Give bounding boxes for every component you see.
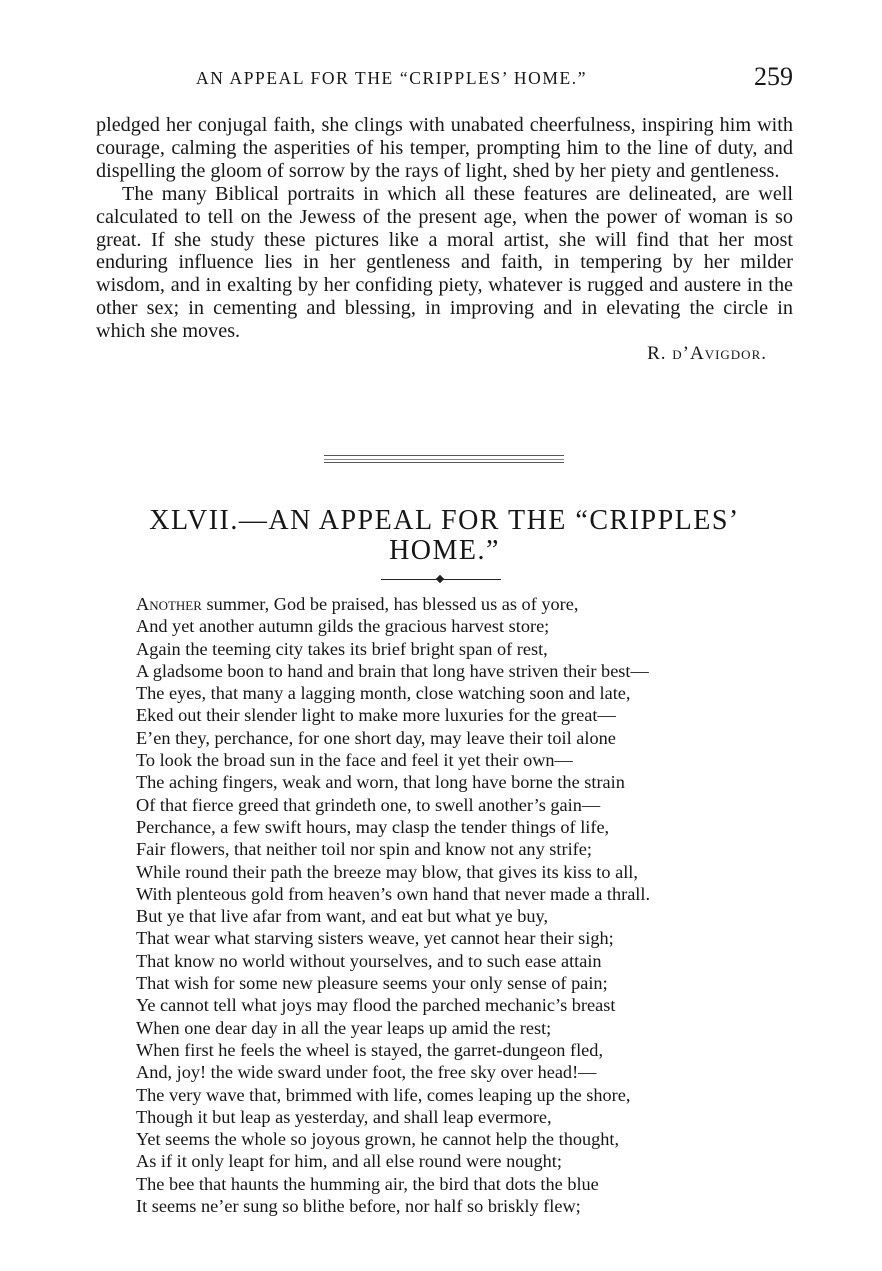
paragraph: pledged her conjugal faith, she clings with unabated cheerfulness, inspiring him with courage, calming the asperities of his temper, prompting him to the line of duty, and dispelling the gloom of sorrow by the rays of light, shed by her piety and gentleness. <box>96 114 793 182</box>
ornament-divider <box>381 575 501 585</box>
poem-line: The eyes, that many a lagging month, close watching soon and late, <box>136 683 631 704</box>
poem-line: That know no world without yourselves, and to such ease attain <box>136 950 602 971</box>
running-title: AN APPEAL FOR THE “CRIPPLES’ HOME.” <box>196 68 588 88</box>
paragraph: The many Biblical portraits in which all these features are delineated, are well calculated to tell on the Jewess of the present age, when the power of woman is so great. If she study these pictures like a moral artist, she will find that her most enduring influence lies in her gentleness and faith, in tempering by her milder wisdom, and in exalting by her confiding piety, whatever is rugged and austere in the other sex; in cementing and blessing, in improving and in elevating the circle in which she moves. <box>96 182 793 343</box>
section-divider <box>324 455 564 456</box>
poem-line: E’en they, perchance, for one short day, may leave their toil alone <box>136 727 616 748</box>
diamond-icon <box>436 575 444 583</box>
poem-line: And, joy! the wide sward under foot, the free sky over head!— <box>136 1062 597 1083</box>
poem-line: Of that fierce greed that grindeth one, to swell another’s gain— <box>136 794 601 815</box>
poem-first-line-rest: summer, God be praised, has blessed us as of yore, <box>201 594 579 614</box>
poem-line: The bee that haunts the humming air, the bird that dots the blue <box>136 1173 599 1194</box>
poem-line: Though it but leap as yesterday, and shall leap evermore, <box>136 1106 552 1127</box>
poem-line: Yet seems the whole so joyous grown, he cannot help the thought, <box>136 1129 620 1150</box>
poem-line <box>136 593 796 615</box>
running-head <box>96 62 793 94</box>
page-number: 259 <box>754 62 793 91</box>
poem-line: As if it only leapt for him, and all else round were nought; <box>136 1151 562 1172</box>
poem-line: With plenteous gold from heaven’s own hand that never made a thrall. <box>136 883 651 904</box>
poem-line: Perchance, a few swift hours, may clasp the tender things of life, <box>136 816 610 837</box>
section-divider <box>324 459 564 460</box>
poem-line: To look the broad sun in the face and feel it yet their own— <box>136 750 573 771</box>
poem-line: The aching fingers, weak and worn, that long have borne the strain <box>136 772 625 793</box>
poem-line: Eked out their slender light to make more luxuries for the great— <box>136 705 616 726</box>
poem-line: Ye cannot tell what joys may flood the parched mechanic’s breast <box>136 995 616 1016</box>
poem-first-word: Another <box>136 594 202 614</box>
poem-line: When first he feels the wheel is stayed, the garret-dungeon fled, <box>136 1039 604 1060</box>
poem-line: And yet another autumn gilds the gracious harvest store; <box>136 616 550 637</box>
poem-line: When one dear day in all the year leaps up amid the rest; <box>136 1017 552 1038</box>
poem-line: A gladsome boon to hand and brain that long have striven their best— <box>136 660 649 681</box>
chapter-heading-line: HOME.” <box>389 535 500 566</box>
chapter-heading <box>96 506 793 566</box>
author-signature: R. d’Avigdor. <box>647 343 767 365</box>
section-divider <box>324 462 564 463</box>
poem-line: But ye that live afar from want, and eat but what ye buy, <box>136 906 549 927</box>
poem <box>136 593 796 1217</box>
poem-line: That wish for some new pleasure seems your only sense of pain; <box>136 973 608 994</box>
poem-line: Again the teeming city takes its brief bright span of rest, <box>136 638 548 659</box>
poem-line: That wear what starving sisters weave, yet cannot hear their sigh; <box>136 928 614 949</box>
essay-conclusion <box>96 114 793 366</box>
poem-line: While round their path the breeze may blow, that gives its kiss to all, <box>136 861 638 882</box>
poem-line: The very wave that, brimmed with life, comes leaping up the shore, <box>136 1084 631 1105</box>
chapter-heading-line: XLVII.—AN APPEAL FOR THE “CRIPPLES’ <box>149 505 740 536</box>
poem-line: It seems ne’er sung so blithe before, nor half so briskly flew; <box>136 1196 581 1217</box>
poem-line: Fair flowers, that neither toil nor spin and know not any strife; <box>136 839 592 860</box>
